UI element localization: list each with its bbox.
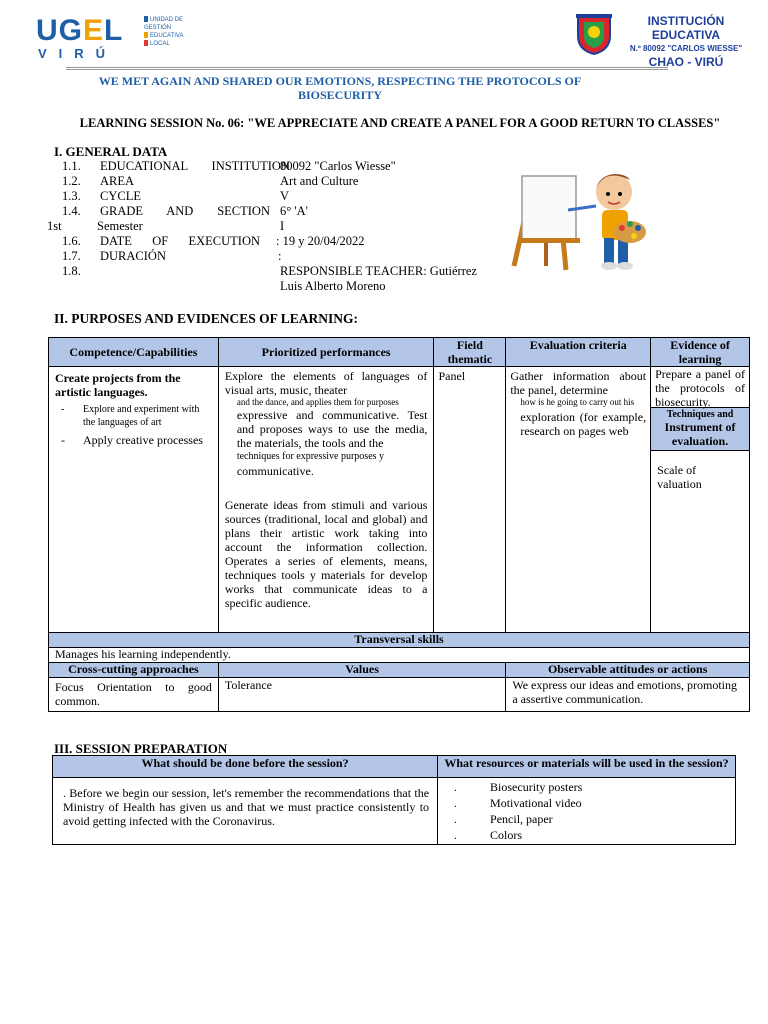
resource-item: . Motivational video	[438, 796, 735, 812]
field-header: Field thematic	[434, 338, 506, 367]
values-value: Tolerance	[218, 678, 506, 712]
criteria-cell: Gather information about the panel, determine how is he going to carry out his exploration (for example, research on pages web	[506, 367, 651, 633]
performance-2: Generate ideas from stimuli and various sources (traditional, local and global) and plans their artistic work taking into account the information collection. Operates a series of elements, means, techniques tools y materials for develop works that communicate ideas to a specific audience.	[224, 498, 428, 610]
painter-boy-illustration	[510, 166, 650, 276]
general-data-row: 1st Semester I	[47, 219, 285, 233]
approach-header: Cross-cutting approaches	[49, 663, 219, 678]
evidence-value: Prepare a panel of the protocols of biosecurity.	[655, 367, 745, 409]
school-location: CHAO - VIRÚ	[648, 55, 724, 69]
performances-cell	[218, 367, 434, 633]
school-header	[574, 12, 754, 69]
purposes-heading: II. PURPOSES AND EVIDENCES OF LEARNING:	[54, 311, 359, 326]
session-title: LEARNING SESSION No. 06: "WE APPRECIATE AND CREATE A PANEL FOR A GOOD RETURN TO CLASSES"	[79, 116, 721, 130]
evidence-header: Evidence of learning	[651, 338, 750, 367]
values-header: Values	[218, 663, 506, 678]
general-data-row: 1.3. CYCLE V	[62, 189, 290, 203]
performance-1: Explore the elements of languages of visual arts, music, theater and the dance, and applies them for purposes expressive and communicative. Test and proposes ways to use the media, the materials, the tools and the techniques for expressive purposes y communicative.	[224, 369, 428, 478]
attitudes-header: Observable attitudes or actions	[506, 663, 750, 678]
approach-value: Focus Orientation to good common.	[49, 678, 219, 712]
instrument-header: Techniques and Instrument of evaluation.	[651, 407, 749, 451]
general-data-row: 1.6. DATE OF EXECUTION : 19 y 20/04/2022	[62, 234, 365, 248]
preparation-heading: III. SESSION PREPARATION	[54, 741, 228, 756]
criteria-header: Evaluation criteria	[506, 338, 651, 367]
general-data-heading: I. GENERAL DATA	[54, 144, 168, 159]
before-session-value: . Before we begin our session, let's remember the recommendations that the Ministry of Health has given us and that we must practice consistently to avoid getting infected with the Coronavirus.	[53, 778, 438, 845]
field-cell: Panel	[434, 367, 506, 633]
school-name-line1: INSTITUCIÓN EDUCATIVA	[647, 14, 725, 42]
ugel-logo	[36, 14, 206, 60]
resource-item: . Biosecurity posters	[438, 780, 735, 796]
competence-title: Create projects from the artistic languages.	[55, 371, 181, 399]
school-shield-icon	[574, 12, 614, 56]
evidence-cell	[651, 367, 750, 633]
ugel-small-text: UNIDAD DE GESTIÓN EDUCATIVA LOCAL	[144, 16, 206, 48]
competence-cell	[49, 367, 219, 633]
transversal-value: Manages his learning independently.	[49, 648, 750, 663]
session-motto: WE MET AGAIN AND SHARED OUR EMOTIONS, RESPECTING THE PROTOCOLS OF BIOSECURITY	[98, 74, 582, 102]
preparation-table	[52, 755, 736, 845]
resource-item: . Colors	[438, 828, 735, 844]
general-data-row: 1.7. DURACIÓN :	[62, 249, 282, 263]
attitudes-value: We express our ideas and emotions, promoting a assertive communication.	[506, 678, 750, 712]
before-session-header: What should be done before the session?	[53, 756, 438, 778]
performances-header: Prioritized performances	[218, 338, 434, 367]
resources-header: What resources or materials will be used in the session?	[438, 756, 736, 778]
ugel-location: VIRÚ	[38, 46, 118, 61]
general-data-row: 1.4. GRADE AND SECTION 6° 'A'	[62, 204, 308, 218]
competence-header: Competence/Capabilities	[49, 338, 219, 367]
teacher-name-continued: Luis Alberto Moreno	[280, 279, 386, 293]
header-divider	[66, 67, 668, 70]
purposes-table	[48, 337, 750, 712]
resource-item: . Pencil, paper	[438, 812, 735, 828]
capability-item: - Explore and experiment with the languages of art	[55, 403, 212, 429]
general-data-row: 1.8. RESPONSIBLE TEACHER: Gutiérrez	[62, 264, 477, 278]
general-data-row: 1.1. EDUCATIONAL INSTITUTION 80092 "Carlos Wiesse"	[62, 159, 396, 173]
school-name-line2: N.º 80092 "CARLOS WIESSE"	[629, 44, 743, 53]
instrument-value: Scale of valuation	[657, 463, 702, 491]
general-data-row: 1.2. AREA Art and Culture	[62, 174, 359, 188]
transversal-header: Transversal skills	[49, 633, 750, 648]
capability-item: - Apply creative processes	[55, 433, 212, 447]
ugel-wordmark: UGEL	[36, 14, 124, 47]
resources-cell	[438, 778, 736, 845]
